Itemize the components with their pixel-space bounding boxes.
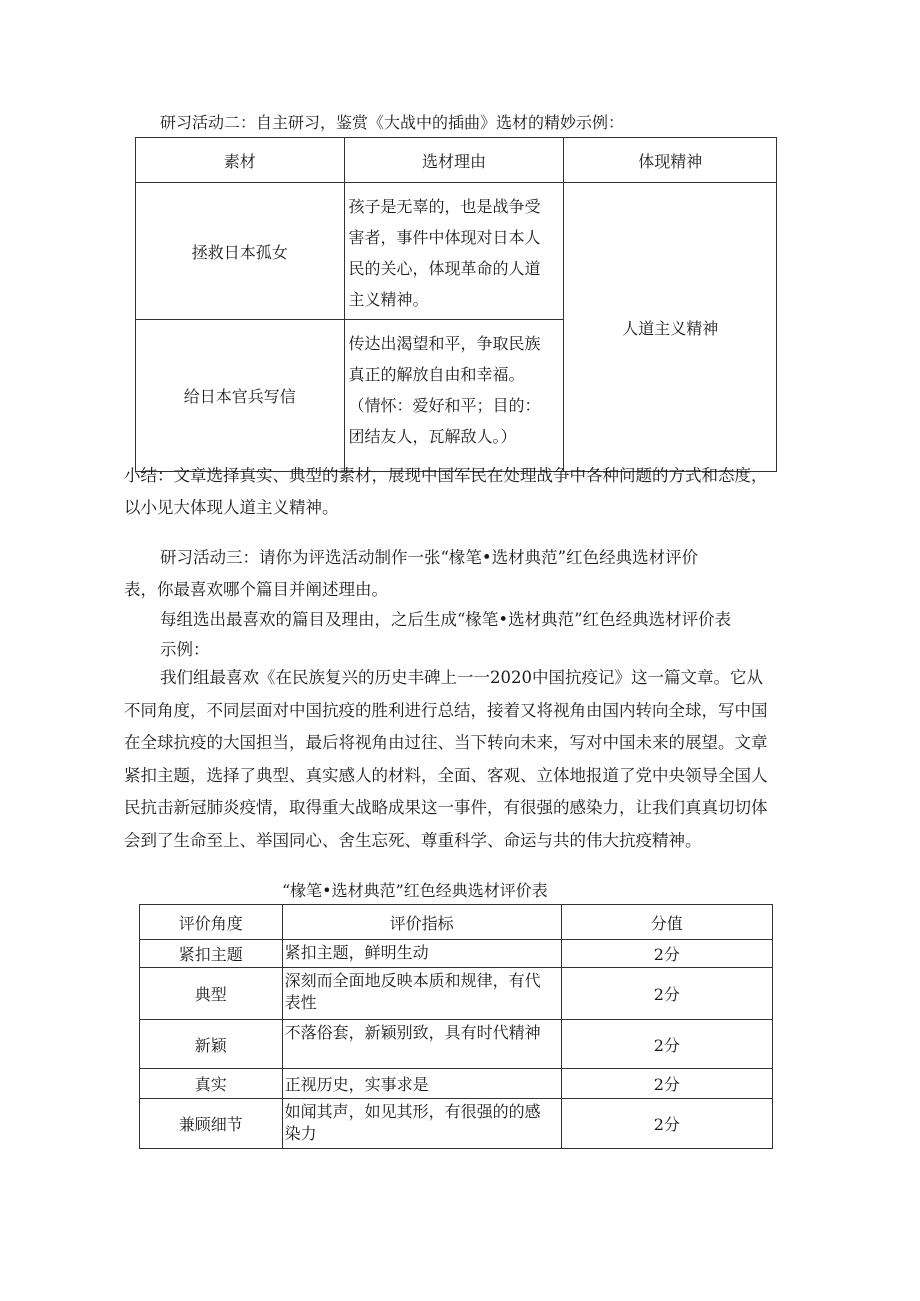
angle-cell: 新颖 xyxy=(140,1020,283,1069)
indicator-line: 如闻其声，如见其形，有很强的的感 xyxy=(284,1102,541,1121)
example-line: 不同角度，不同层面对中国抗疫的胜利进行总结，接着又将视角由国内转向全球，写中国 xyxy=(124,700,768,720)
material-cell: 拯救日本孤女 xyxy=(136,183,345,320)
example-line: 在全球抗疫的大国担当，最后将视角由过往、当下转向未来，写对中国未来的展望。文章 xyxy=(124,733,768,752)
example-line: 紧扣主题，选择了典型、真实感人的材料，全面、客观、立体地报道了党中央领导全国人 xyxy=(124,765,768,785)
header-spirit: 体现精神 xyxy=(564,138,777,183)
angle-cell: 真实 xyxy=(140,1069,283,1099)
indicator-cell xyxy=(282,1020,561,1069)
reason-line: 民的关心，体现革命的人道 xyxy=(348,259,541,278)
table-row xyxy=(136,183,777,320)
reason-line: 传达出渴望和平，争取民族 xyxy=(348,334,541,353)
header-score: 分值 xyxy=(561,905,772,940)
score-cell: 2分 xyxy=(561,940,772,968)
table-row xyxy=(140,940,773,968)
example-line: 会到了生命至上、举国同心、舍生忘死、尊重科学、命运与共的伟大抗疫精神。 xyxy=(124,830,702,850)
reason-cell xyxy=(344,183,564,320)
example-label: 示例： xyxy=(160,640,210,659)
summary-line: 以小见大体现人道主义精神。 xyxy=(124,498,339,517)
reason-line: （情怀：爱好和平；目的： xyxy=(348,396,541,415)
reason-cell xyxy=(344,320,564,472)
indicator-cell xyxy=(282,1099,561,1149)
indicator-line: 不落俗套，新颖别致，具有时代精神 xyxy=(284,1023,541,1042)
header-indicator: 评价指标 xyxy=(282,905,561,940)
intro-line: 研习活动三：请你为评选活动制作一张“椽笔•选材典范”红色经典选材评价 xyxy=(160,548,699,567)
indicator-cell xyxy=(282,968,561,1020)
score-cell: 2分 xyxy=(561,1099,772,1149)
header-angle: 评价角度 xyxy=(140,905,283,940)
table-row xyxy=(140,968,773,1020)
activity3-intro xyxy=(124,542,698,606)
reason-line: 真正的解放自由和幸福。 xyxy=(348,365,525,384)
reason-line: 孩子是无辜的，也是战争受 xyxy=(348,197,541,216)
table-row xyxy=(140,1069,773,1099)
indicator-line: 表性 xyxy=(284,993,317,1012)
material-cell: 给日本官兵写信 xyxy=(136,320,345,472)
material-table-header xyxy=(136,138,777,183)
material-table xyxy=(135,137,777,472)
activity2-heading: 研习活动二：自主研习，鉴赏《大战中的插曲》选材的精妙示例： xyxy=(160,113,625,132)
example-line: 我们组最喜欢《在民族复兴的历史丰碑上一一2020中国抗疫记》这一篇文章。它从 xyxy=(160,668,763,687)
angle-cell: 典型 xyxy=(140,968,283,1020)
reason-line: 害者，事件中体现对日本人 xyxy=(348,228,541,247)
summary-line: 小结：文章选择真实、典型的素材，展现中国军民在处理战争中各种问题的方式和态度， xyxy=(124,466,768,485)
eval-table xyxy=(139,904,773,1149)
score-cell: 2分 xyxy=(561,1020,772,1069)
example-line: 民抗击新冠肺炎疫情，取得重大战略成果这一事件，有很强的感染力，让我们真真切切体 xyxy=(124,798,768,817)
summary xyxy=(124,460,768,524)
header-reason: 选材理由 xyxy=(344,138,564,183)
eval-table-header xyxy=(140,905,773,940)
angle-cell: 兼顾细节 xyxy=(140,1099,283,1149)
indicator-line: 紧扣主题，鲜明生动 xyxy=(284,943,429,962)
indicator-cell xyxy=(282,940,561,968)
spirit-cell: 人道主义精神 xyxy=(564,183,777,472)
example-paragraph xyxy=(124,662,768,857)
angle-cell: 紧扣主题 xyxy=(140,940,283,968)
indicator-line: 染力 xyxy=(284,1124,317,1143)
reason-line: 主义精神。 xyxy=(348,290,429,309)
table-row xyxy=(140,1020,773,1069)
indicator-cell xyxy=(282,1069,561,1099)
reason-line: 团结友人，瓦解敌人。） xyxy=(348,427,517,446)
header-material: 素材 xyxy=(136,138,345,183)
indicator-line: 正视历史，实事求是 xyxy=(284,1074,429,1094)
eval-table-title: “椽笔•选材典范”红色经典选材评价表 xyxy=(282,881,548,900)
activity3-instruction: 每组选出最喜欢的篇目及理由，之后生成“椽笔•选材典范”红色经典选材评价表 xyxy=(160,610,732,629)
intro-line: 表，你最喜欢哪个篇目并阐述理由。 xyxy=(124,580,388,599)
score-cell: 2分 xyxy=(561,968,772,1020)
score-cell: 2分 xyxy=(561,1069,772,1099)
indicator-line: 深刻而全面地反映本质和规律，有代 xyxy=(284,971,541,990)
table-row xyxy=(140,1099,773,1149)
